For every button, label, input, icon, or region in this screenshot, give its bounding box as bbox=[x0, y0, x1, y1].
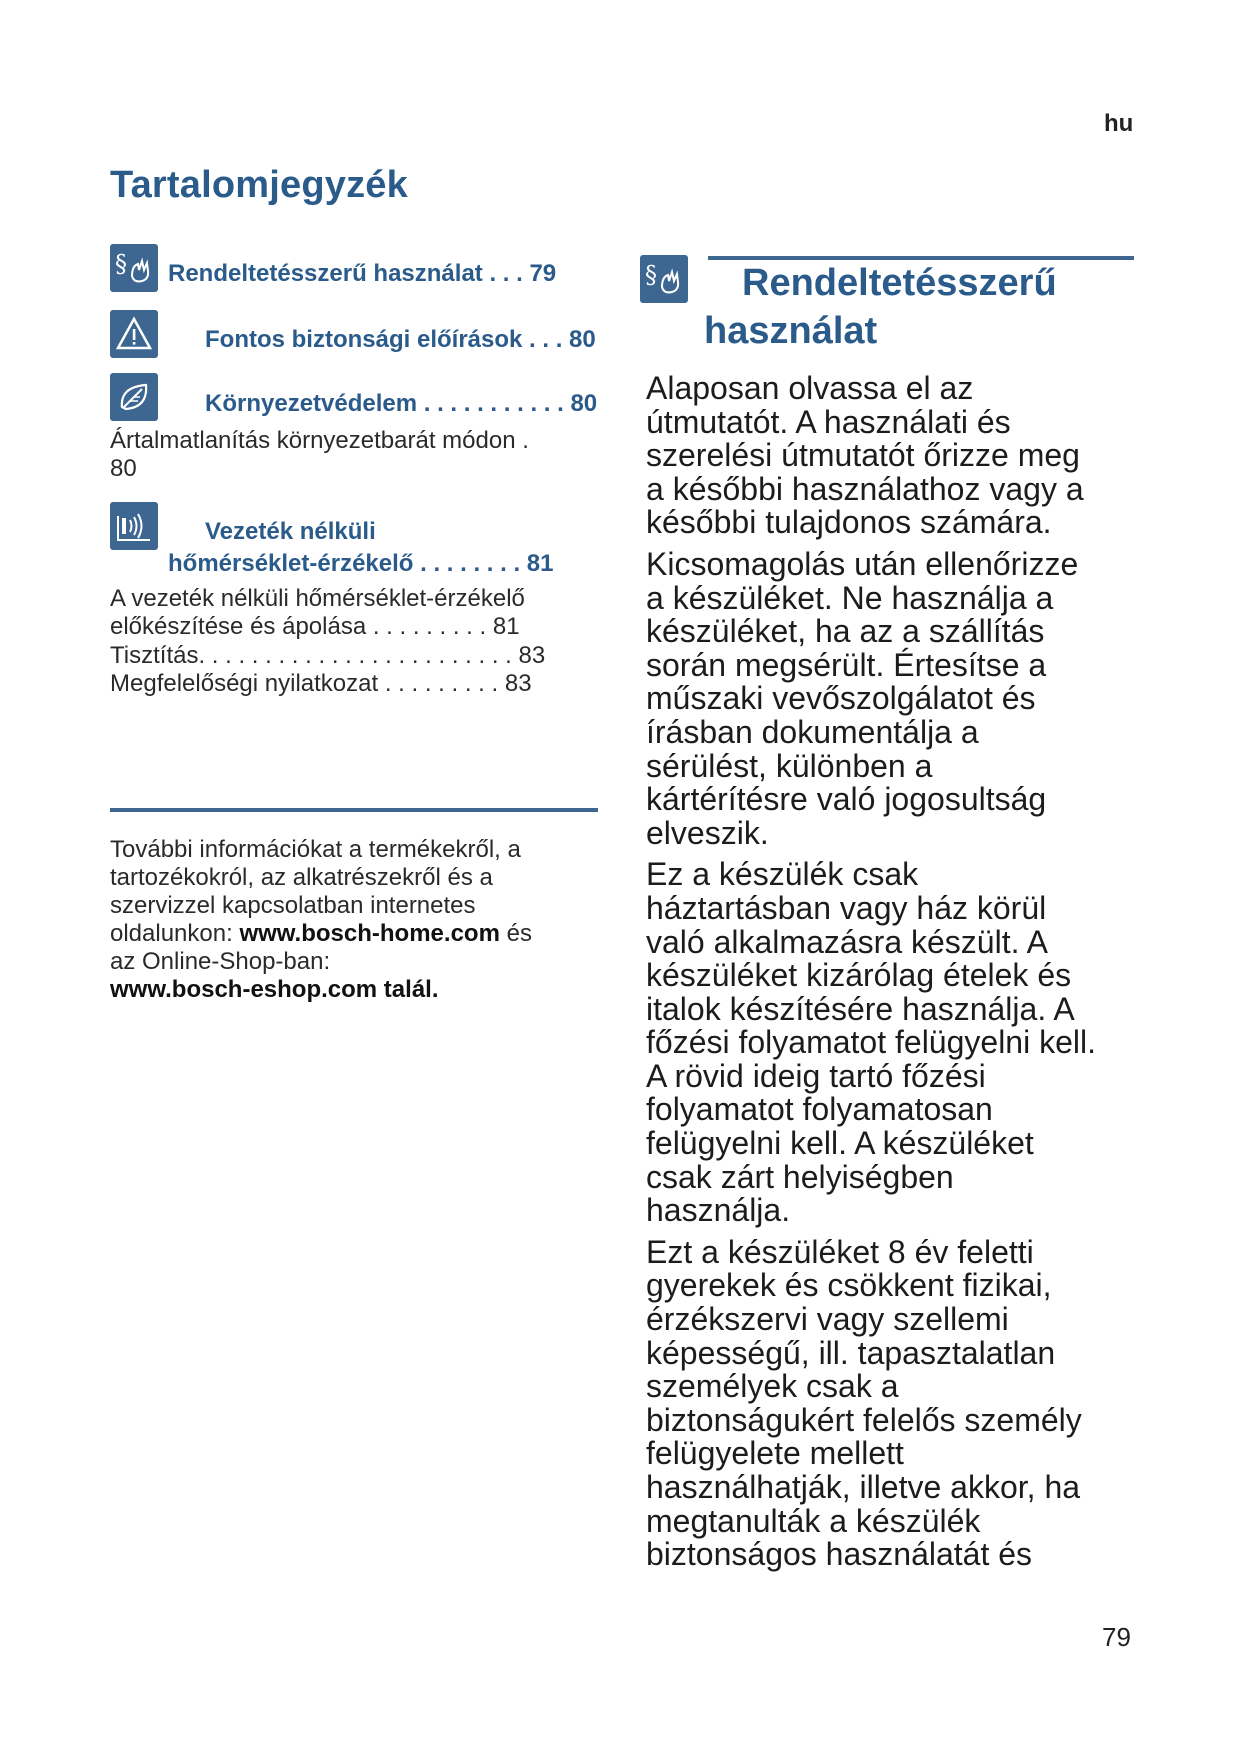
paragraph bbox=[646, 372, 1136, 540]
toc-sub-item[interactable]: előkészítése és ápolása . . . . . . . . . 81 bbox=[110, 613, 520, 640]
toc-title: Tartalomjegyzék bbox=[110, 164, 408, 206]
text-line: Ez a készülék csak bbox=[646, 856, 919, 893]
text-line: sérülést, különben a bbox=[646, 747, 933, 784]
text-line: szerelési útmutatót őrizze meg bbox=[646, 437, 1080, 474]
text-line: Kicsomagolás után ellenőrizze bbox=[646, 545, 1079, 582]
info-line bbox=[110, 976, 600, 1004]
text-line: személyek csak a bbox=[646, 1368, 899, 1405]
paragraph bbox=[646, 545, 1136, 851]
info-line: szervizzel kapcsolatban internetes bbox=[110, 892, 476, 919]
text-line: műszaki vevőszolgálatot és bbox=[646, 680, 1036, 717]
text-line: érzékszervi vagy szellemi bbox=[646, 1301, 1009, 1338]
toc-sub-item[interactable]: Ártalmatlanítás környezetbarát módon . bbox=[110, 427, 529, 454]
text-line: a készüléket. Ne használja a bbox=[646, 579, 1054, 616]
section-divider bbox=[110, 808, 598, 812]
paragraph bbox=[646, 1233, 1136, 1573]
text-line: Alaposan olvassa el az bbox=[646, 370, 974, 406]
svg-text:§: § bbox=[645, 261, 657, 289]
text-line: későbbi tulajdonos számára. bbox=[646, 504, 1052, 541]
language-code: hu bbox=[1104, 110, 1134, 137]
toc-sub-item[interactable]: Tisztítás. . . . . . . . . . . . . . . . . . . . . . . . 83 bbox=[110, 642, 546, 669]
text-line: használja. bbox=[646, 1192, 791, 1229]
regulation-hand-icon bbox=[110, 244, 158, 292]
text-line: kártérítésre való jogosultság bbox=[646, 781, 1047, 818]
svg-text:§: § bbox=[115, 250, 127, 278]
text-line: italok készítésére használja. A bbox=[646, 990, 1075, 1027]
text-line: felügyelni kell. A készüléket bbox=[646, 1125, 1034, 1162]
text-line: felügyelete mellett bbox=[646, 1435, 904, 1472]
text-line: Ezt a készüléket 8 év feletti bbox=[646, 1233, 1034, 1270]
text-line: írásban dokumentálja a bbox=[646, 713, 979, 750]
toc-link-vezetek-line2[interactable]: hőmérséklet-érzékelő . . . . . . . . 81 bbox=[168, 550, 554, 577]
info-paragraph bbox=[110, 836, 600, 1004]
paragraph bbox=[646, 858, 1136, 1228]
text-line: készüléket, ha az a szállítás bbox=[646, 613, 1045, 650]
toc-link-vezetek-line1[interactable]: Vezeték nélküli bbox=[205, 518, 376, 545]
text-line: A rövid ideig tartó főzési bbox=[646, 1057, 986, 1094]
toc-sub-item[interactable]: Megfelelőségi nyilatkozat . . . . . . . . . 83 bbox=[110, 670, 532, 697]
info-line: az Online-Shop-ban: bbox=[110, 948, 331, 975]
section-rule bbox=[708, 256, 1134, 260]
leaf-recycle-icon bbox=[110, 373, 158, 421]
text-line: háztartásban vagy ház körül bbox=[646, 889, 1047, 926]
text-line: használhatják, illetve akkor, ha bbox=[646, 1469, 1081, 1505]
text-line: gyerekek és csökkent fizikai, bbox=[646, 1267, 1052, 1304]
warning-triangle-icon bbox=[110, 310, 158, 358]
bosch-home-link[interactable]: www.bosch-home.com bbox=[239, 920, 500, 947]
toc-link-rendeltetesszeru[interactable]: Rendeltetésszerű használat . . . 79 bbox=[168, 260, 557, 287]
text-line: főzési folyamatot felügyelni kell. bbox=[646, 1024, 1096, 1061]
section-title: használat bbox=[704, 310, 878, 352]
toc-link-biztonsagi[interactable]: Fontos biztonsági előírások . . . 80 bbox=[205, 326, 596, 353]
text-line: biztonságukért felelős személy bbox=[646, 1401, 1082, 1438]
text-line: során megsérült. Értesítse a bbox=[646, 646, 1047, 683]
info-line bbox=[110, 920, 600, 948]
text-line: a későbbi használathoz vagy a bbox=[646, 470, 1084, 507]
regulation-hand-icon bbox=[640, 255, 688, 303]
toc-sub-item[interactable]: A vezeték nélküli hőmérséklet-érzékelő bbox=[110, 585, 525, 612]
section-body bbox=[646, 372, 1136, 1580]
info-line: tartozékokról, az alkatrészekről és a bbox=[110, 864, 493, 891]
page-number: 79 bbox=[1102, 1622, 1131, 1652]
toc-link-kornyezetvedelem[interactable]: Környezetvédelem . . . . . . . . . . . 80 bbox=[205, 390, 598, 417]
text-line: elveszik. bbox=[646, 814, 769, 851]
info-text: oldalunkon: bbox=[110, 920, 240, 947]
info-text: és bbox=[499, 920, 532, 947]
text-line: képességű, ill. tapasztalatlan bbox=[646, 1334, 1056, 1371]
section-title: Rendeltetésszerű bbox=[742, 262, 1057, 304]
bosch-eshop-link[interactable]: www.bosch-eshop.com talál. bbox=[110, 976, 439, 1003]
info-line: További információkat a termékekről, a bbox=[110, 836, 521, 863]
text-line: megtanulták a készülék bbox=[646, 1502, 981, 1539]
wireless-sensor-icon bbox=[110, 502, 158, 550]
text-line: csak zárt helyiségben bbox=[646, 1158, 954, 1195]
text-line: készüléket kizárólag ételek és bbox=[646, 957, 1072, 994]
text-line: való alkalmazásra készült. A bbox=[646, 923, 1048, 960]
text-line: biztonságos használatát és bbox=[646, 1536, 1033, 1573]
text-line: útmutatót. A használati és bbox=[646, 403, 1011, 440]
text-line: folyamatot folyamatosan bbox=[646, 1091, 993, 1128]
toc-sub-item-page: 80 bbox=[110, 455, 137, 482]
